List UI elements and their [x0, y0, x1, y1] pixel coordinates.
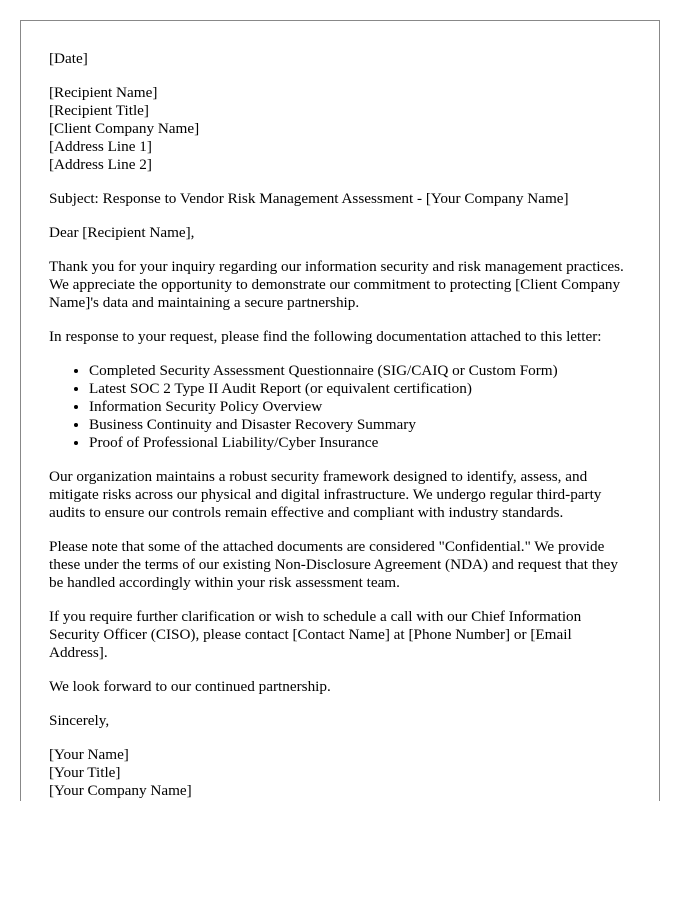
letter-subject: Subject: Response to Vendor Risk Management Assessment - [Your Company Name]: [49, 190, 569, 207]
attachment-item: • Latest SOC 2 Type II Audit Report (or equivalent certification): [89, 380, 629, 398]
signature-company: [Your Company Name]: [49, 782, 192, 799]
intro-paragraph: Thank you for your inquiry regarding our information security and risk management practices. We appreciate the opportunity to demonstrate our commitment to protecting [Client Company Name]'s data and maintaining a secure partnership.: [49, 258, 624, 311]
letter-page: [20, 20, 660, 801]
signature-block: [49, 746, 629, 800]
attachment-item: • Information Security Policy Overview: [89, 398, 629, 416]
attachment-item: • Business Continuity and Disaster Recovery Summary: [89, 416, 629, 434]
security-framework-paragraph: Our organization maintains a robust security framework designed to identify, assess, and mitigate risks across our physical and digital infrastructure. We undergo regular third-party audits to ensure our controls remain effective and compliant with industry standards.: [49, 468, 602, 521]
recipient-company: [Client Company Name]: [49, 120, 200, 137]
attachments-list: [49, 362, 629, 452]
letter-closing: Sincerely,: [49, 712, 110, 729]
closing-remark-paragraph: We look forward to our continued partnership.: [49, 678, 331, 695]
letter-salutation: Dear [Recipient Name],: [49, 224, 195, 241]
letter-content: [49, 50, 629, 800]
contact-paragraph: If you require further clarification or wish to schedule a call with our Chief Information Security Officer (CISO), please contact [Contact Name] at [Phone Number] or [Email Address].: [49, 608, 582, 661]
confidentiality-paragraph: Please note that some of the attached documents are considered "Confidential." We provide these under the terms of our existing Non-Disclosure Agreement (NDA) and request that they be handled accordingly within your risk assessment team.: [49, 538, 618, 591]
recipient-block: [49, 84, 629, 174]
attachments-intro-paragraph: In response to your request, please find the following documentation attached to this letter:: [49, 328, 602, 345]
attachment-item: • Proof of Professional Liability/Cyber Insurance: [89, 434, 629, 452]
letter-date: [Date]: [49, 50, 88, 67]
recipient-name: [Recipient Name]: [49, 84, 158, 101]
recipient-address-line-2: [Address Line 2]: [49, 156, 152, 173]
attachment-item: • Completed Security Assessment Questionnaire (SIG/CAIQ or Custom Form): [89, 362, 629, 380]
recipient-title: [Recipient Title]: [49, 102, 149, 119]
signature-title: [Your Title]: [49, 764, 121, 781]
recipient-address-line-1: [Address Line 1]: [49, 138, 152, 155]
signature-name: [Your Name]: [49, 746, 129, 763]
